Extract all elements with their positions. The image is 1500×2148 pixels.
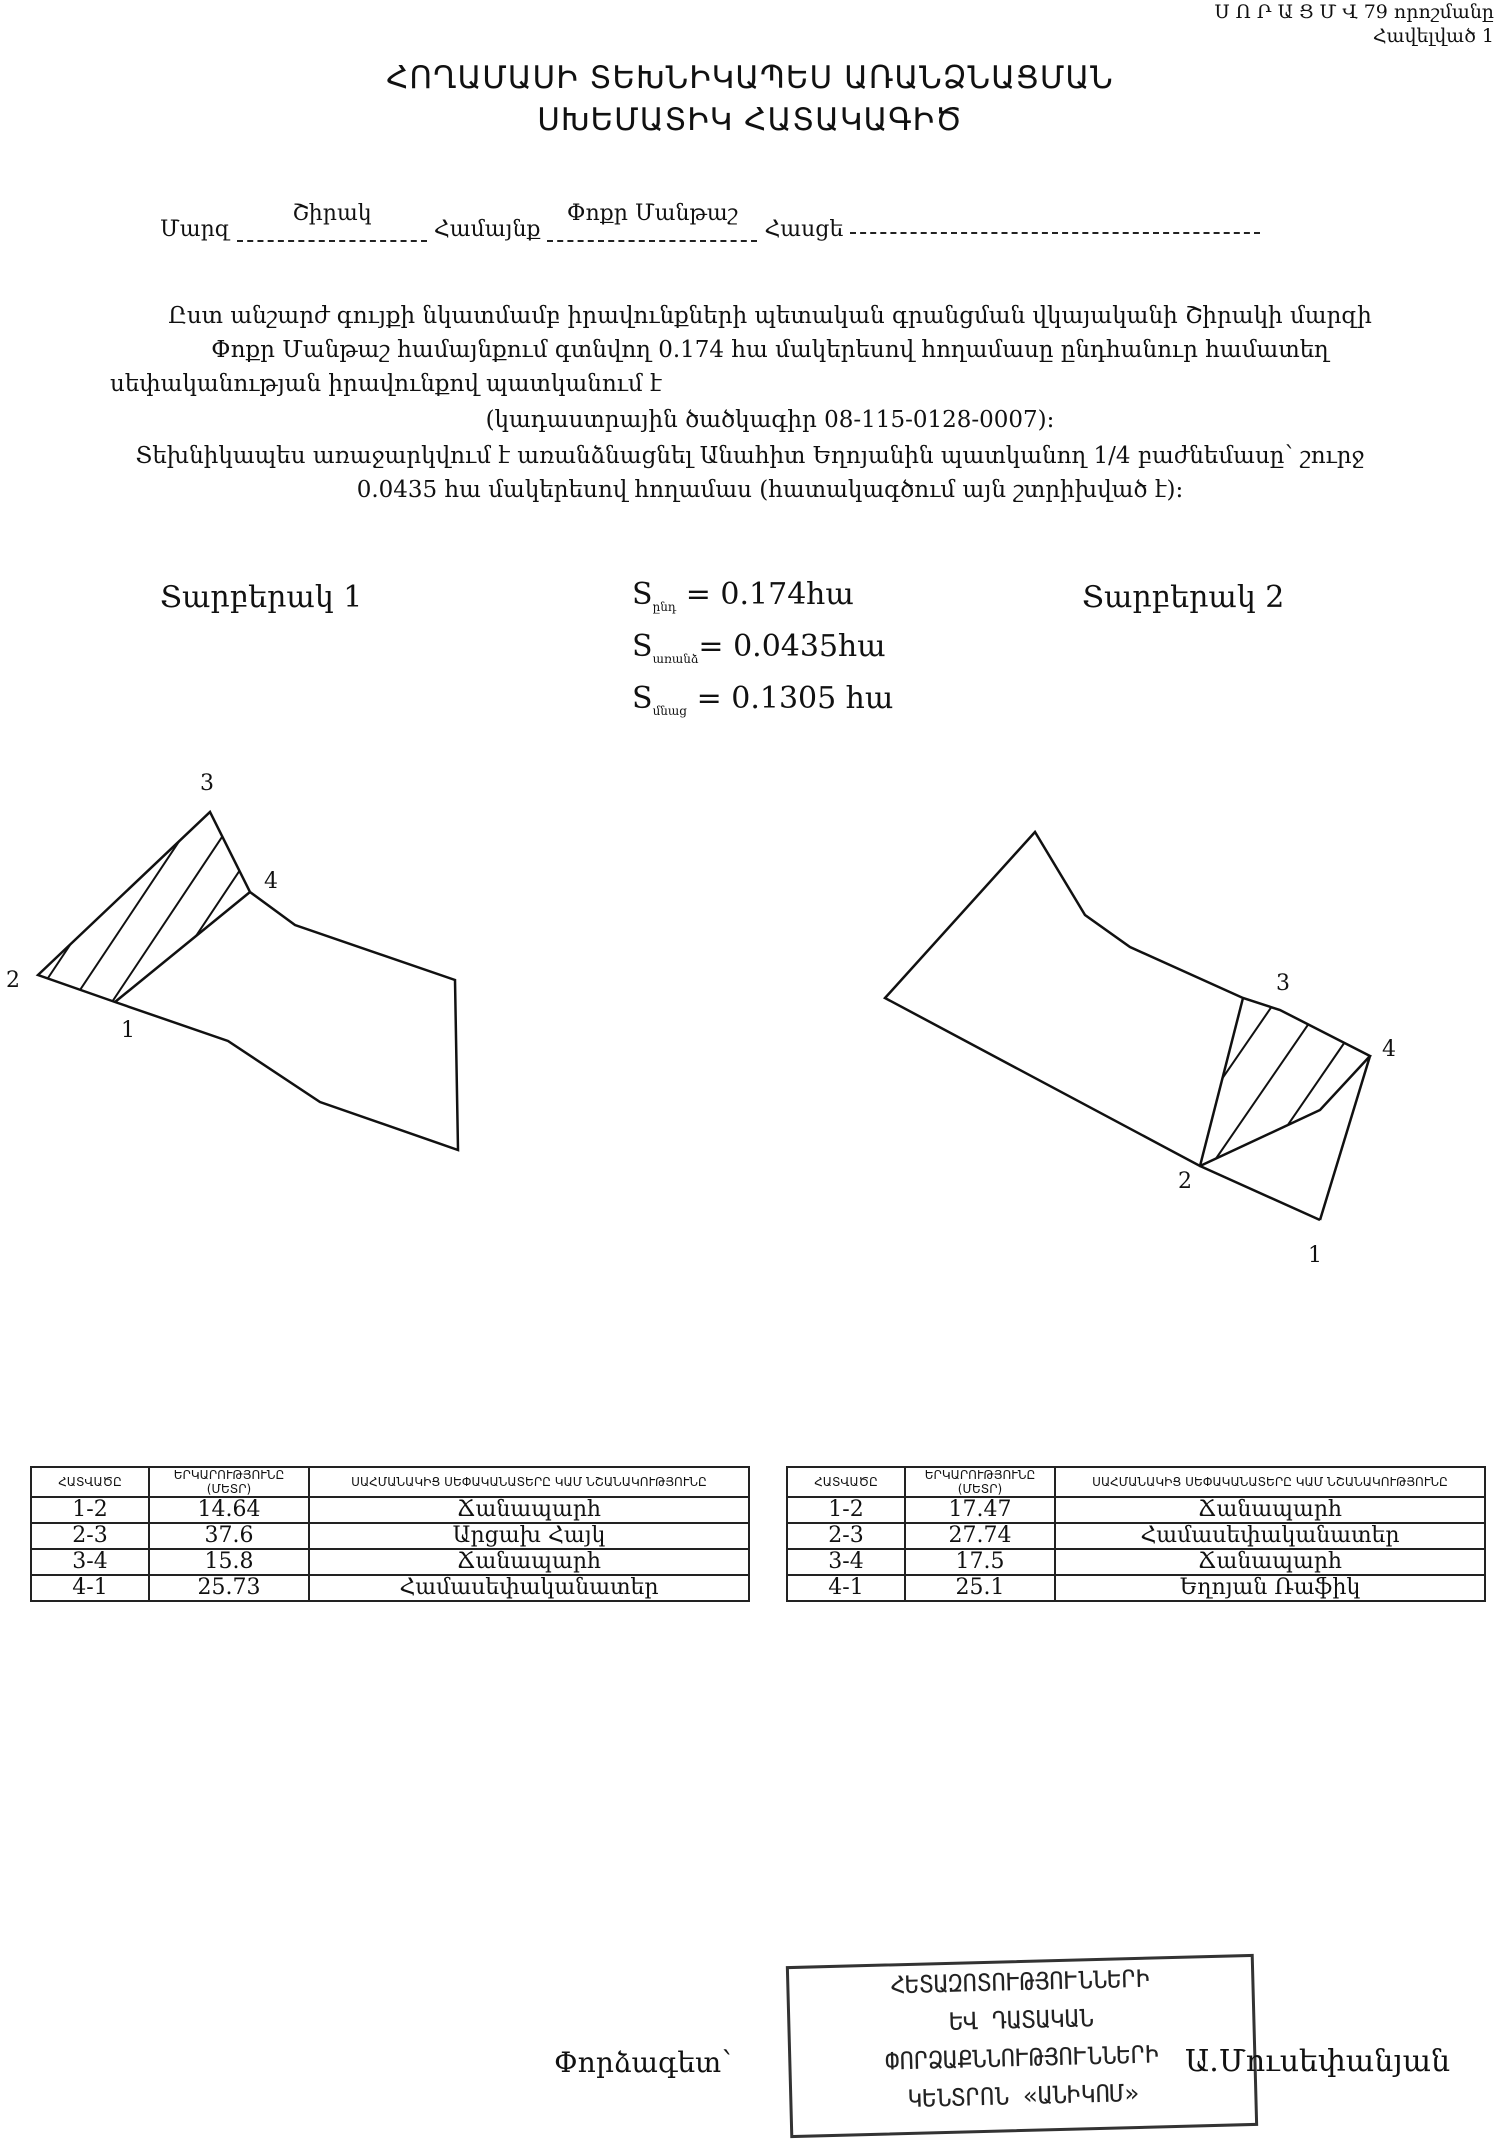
point-label-2: 2	[1178, 1169, 1192, 1194]
parcel-diagram-variant-2	[860, 820, 1500, 1280]
cell-neighbor: Համասեփականատեր	[1055, 1523, 1485, 1549]
point-label-3: 3	[200, 771, 214, 796]
location-fields	[160, 201, 1260, 242]
marz-label: Մարզ	[160, 217, 230, 242]
stamp-line-1: ՀԵՏԱԶՈՏՈՒԹՅՈՒՆՆԵՐԻ	[889, 1964, 1151, 2000]
cell-segment: 1-2	[787, 1497, 905, 1523]
hasce-field	[850, 232, 1260, 234]
stamp-line-2: ԵՎ ԴԱՏԱԿԱՆ	[948, 2004, 1094, 2036]
stamp-line-4: ԿԵՆՏՐՈՆ «ԱՆԻԿՈՄ»	[907, 2078, 1140, 2114]
point-label-2: 2	[6, 968, 20, 993]
table-row	[787, 1497, 1485, 1523]
document-title-line1: ՀՈՂԱՄԱՍԻ ՏԵԽՆԻԿԱՊԵՍ ԱՌԱՆՁՆԱՑՄԱՆ	[386, 60, 1114, 96]
cell-length: 15.8	[149, 1549, 309, 1575]
description-line-5: Տեխնիկապես առաջարկվում է առանձնացնել Անահիտ Եղոյանին պատկանող 1/4 բաժնեմասը՝ շուրջ	[135, 443, 1365, 469]
hasce-label: Հասցե	[764, 217, 844, 242]
description-line-1: Ըստ անշարժ գույքի նկատմամբ իրավունքների պետական գրանցման վկայականի Շիրակի մարզի	[168, 303, 1372, 329]
column-header-length: ԵՐԿԱՐՈՒԹՅՈՒՆԸ (ՄԵՏՐ)	[905, 1467, 1055, 1497]
hamaynq-value: Փոքր Մանթաշ	[566, 201, 738, 226]
boundary-table-variant-2	[786, 1466, 1486, 1602]
table-header-row	[787, 1467, 1485, 1497]
parcel-outline	[38, 812, 458, 1150]
table-row	[787, 1523, 1485, 1549]
cell-neighbor: Ճանապարհ	[1055, 1549, 1485, 1575]
point-label-1: 1	[1308, 1243, 1322, 1268]
description-line-3: սեփականության իրավունքով պատկանում է	[110, 371, 662, 397]
cell-segment: 4-1	[31, 1575, 149, 1601]
cell-neighbor: Եղոյան Ռաֆիկ	[1055, 1575, 1485, 1601]
cell-segment: 3-4	[31, 1549, 149, 1575]
cell-length: 25.73	[149, 1575, 309, 1601]
marz-field	[237, 201, 427, 242]
point-label-4: 4	[264, 869, 278, 894]
table-row	[787, 1549, 1485, 1575]
cell-segment: 2-3	[787, 1523, 905, 1549]
decision-reference: Ս Ո Ր Ա Ց Մ Վ 79 որոշմանը	[1214, 1, 1494, 23]
split-line	[1200, 998, 1243, 1166]
marz-value: Շիրակ	[292, 201, 372, 226]
expert-name: Ա.Մուսեփանյան	[1185, 2044, 1451, 2079]
stamp-line-3: ՓՈՐՁԱՔՆՆՈՒԹՅՈՒՆՆԵՐԻ	[884, 2040, 1160, 2076]
point-label-3: 3	[1276, 971, 1290, 996]
boundary-table-variant-1	[30, 1466, 750, 1602]
document-title-line2: ՍԽԵՄԱՏԻԿ ՀԱՏԱԿԱԳԻԾ	[537, 102, 963, 138]
hamaynq-label: Համայնք	[433, 217, 541, 242]
area-total: $S_{ընդ}$ = 0.174հա	[632, 577, 854, 614]
area-remaining: $S_{մնաց} = 0.1305$ հա	[632, 681, 894, 718]
point-label-1: 1	[121, 1018, 135, 1043]
cell-length: 17.5	[905, 1549, 1055, 1575]
table-row	[31, 1549, 749, 1575]
cell-neighbor: Արցախ Հայկ	[309, 1523, 749, 1549]
table-header-row	[31, 1467, 749, 1497]
description-line-4: (կադաստրային ծածկագիր 08-115-0128-0007):	[485, 407, 1055, 433]
table-row	[31, 1575, 749, 1601]
cell-neighbor: Համասեփականատեր	[309, 1575, 749, 1601]
column-header-neighbor: ՍԱՀՄԱՆԱԿԻՑ ՍԵՓԱԿԱՆԱՏԵՐԸ ԿԱՄ ՆՇԱՆԱԿՈՒԹՅՈՒՆԸ	[1055, 1467, 1485, 1497]
parcel-outline	[885, 832, 1370, 1166]
description-line-6: 0.0435 հա մակերեսով հողամաս (հատակագծում այն շտրիխված է):	[356, 477, 1184, 503]
table-row	[31, 1497, 749, 1523]
cell-segment: 1-2	[31, 1497, 149, 1523]
cell-neighbor: Ճանապարհ	[1055, 1497, 1485, 1523]
column-header-length: ԵՐԿԱՐՈՒԹՅՈՒՆԸ (ՄԵՏՐ)	[149, 1467, 309, 1497]
area-separated: $S_{առանձ}=$ 0.0435հա	[632, 629, 886, 666]
cell-length: 17.47	[905, 1497, 1055, 1523]
hamaynq-field	[547, 201, 757, 242]
cell-segment: 2-3	[31, 1523, 149, 1549]
parcel-diagram-variant-1	[0, 740, 560, 1210]
variant-1-label: Տարբերակ 1	[160, 580, 363, 615]
column-header-neighbor: ՍԱՀՄԱՆԱԿԻՑ ՍԵՓԱԿԱՆԱՏԵՐԸ ԿԱՄ ՆՇԱՆԱԿՈՒԹՅՈՒՆԸ	[309, 1467, 749, 1497]
cell-segment: 3-4	[787, 1549, 905, 1575]
cell-length: 37.6	[149, 1523, 309, 1549]
expert-label: Փորձագետ՝	[554, 2046, 732, 2079]
table-row	[31, 1523, 749, 1549]
cell-neighbor: Ճանապարհ	[309, 1549, 749, 1575]
cell-length: 25.1	[905, 1575, 1055, 1601]
cell-segment: 4-1	[787, 1575, 905, 1601]
column-header-segment: ՀԱՏՎԱԾԸ	[31, 1467, 149, 1497]
cell-length: 14.64	[149, 1497, 309, 1523]
variant-2-label: Տարբերակ 2	[1082, 580, 1285, 615]
cell-neighbor: Ճանապարհ	[309, 1497, 749, 1523]
area-summary	[632, 575, 893, 731]
table-row	[787, 1575, 1485, 1601]
hatched-area	[0, 780, 340, 1020]
appendix-label: Հավելված 1	[1372, 25, 1494, 47]
column-header-segment: ՀԱՏՎԱԾԸ	[787, 1467, 905, 1497]
point-label-4: 4	[1382, 1037, 1396, 1062]
cell-length: 27.74	[905, 1523, 1055, 1549]
description-line-2: Փոքր Մանթաշ համայնքում գտնվող 0.174 հա մակերեսով հողամասը ընդհանուր համատեղ	[211, 337, 1329, 363]
